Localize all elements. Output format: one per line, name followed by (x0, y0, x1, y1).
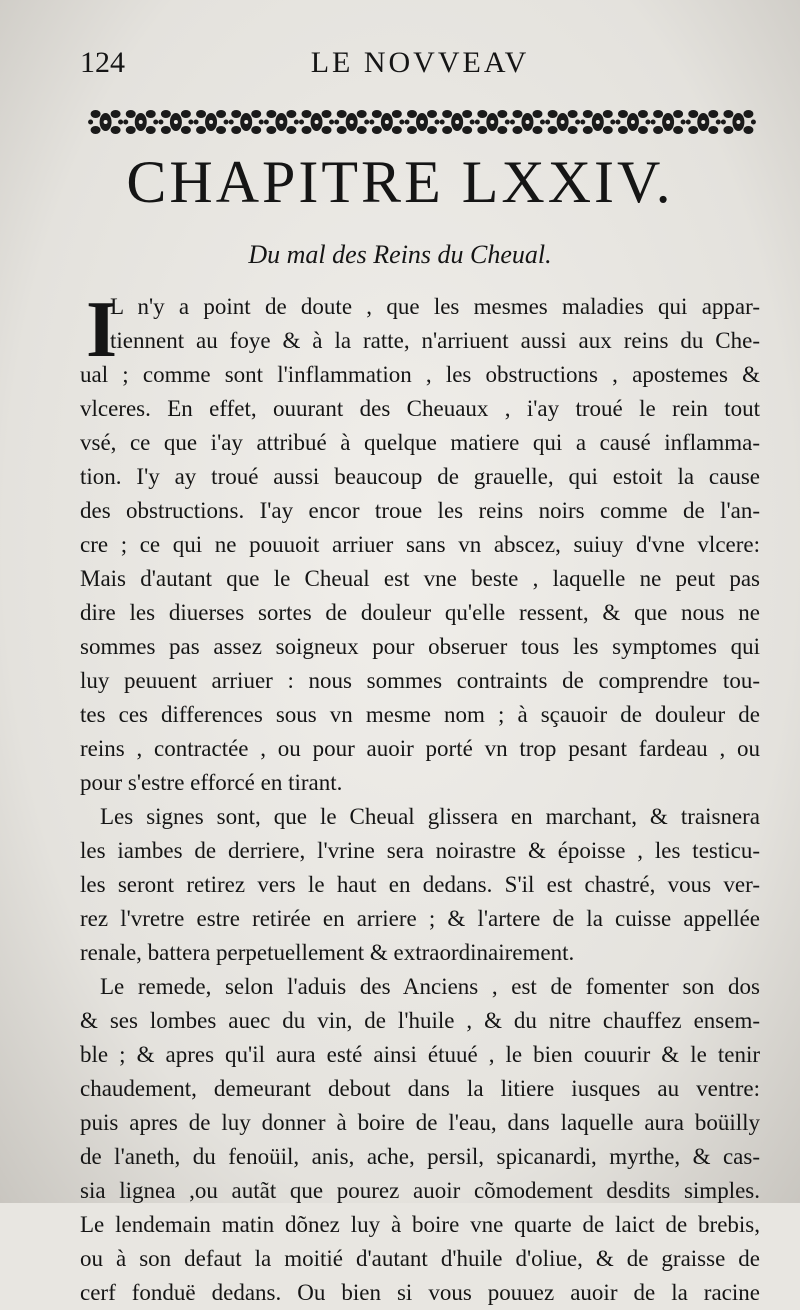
fleuron-motif (721, 110, 756, 134)
text-line: les iambes de derriere, l'vrine sera noirastre & époisse , les testicu- (80, 838, 760, 863)
fleuron-motif (334, 110, 369, 134)
fleuron-motif (158, 110, 193, 134)
fleuron-motif (615, 110, 650, 134)
text-line: renale, battera perpetuellement & extraordinairement. (80, 940, 575, 965)
fleuron-motif (475, 110, 510, 134)
text-line: Mais d'autant que le Cheual est vne beste , laquelle ne peut pas (80, 566, 760, 591)
text-line: Le lendemain matin dõnez luy à boire vne quarte de laict de brebis, (80, 1212, 760, 1237)
text-line: ual ; comme sont l'inflammation , les obstructions , apostemes & (80, 362, 760, 387)
fleuron-motif (405, 110, 440, 134)
fleuron-motif (369, 110, 404, 134)
fleuron-motif (651, 110, 686, 134)
fleuron-motif (229, 110, 264, 134)
fleuron-motif (194, 110, 229, 134)
running-head (80, 44, 760, 84)
fleuron-ornament-band (88, 100, 756, 144)
fleuron-motif (88, 110, 123, 134)
text-line: cre ; ce qui ne pouuoit arriuer sans vn abscez, suiuy d'vne vlcere: (80, 532, 760, 557)
fleuron-motif (510, 110, 545, 134)
text-line: vsé, ce que i'ay attribué à quelque matiere qui a causé inflamma- (80, 430, 760, 455)
text-line: puis apres de luy donner à boire de l'eau, dans laquelle aura boüilly (80, 1110, 760, 1135)
text-line: les seront retirez vers le haut en dedans. S'il est chastré, vous ver- (80, 872, 760, 897)
fleuron-motif (580, 110, 615, 134)
text-line: sommes pas assez soigneux pour obseruer tous les symptomes qui (80, 634, 760, 659)
text-line: chaudement, demeurant debout dans la litiere iusques au ventre: (80, 1076, 760, 1101)
chapter-subtitle: Du mal des Reins du Cheual. (248, 240, 552, 269)
text-line: L n'y a point de doute , que les mesmes maladies qui appar- (110, 294, 760, 319)
text-line: tion. I'y ay troué aussi beaucoup de grauelle, qui estoit la cause (80, 464, 760, 489)
chapter-title: CHAPITRE LXXIV. (126, 149, 674, 215)
text-line: Le remede, selon l'aduis des Anciens , est de fomenter son dos (100, 974, 760, 999)
text-line: reins , contractée , ou pour auoir porté vn trop pesant fardeau , ou (80, 736, 760, 761)
text-line: sia lignea ,ou autãt que pourez auoir cõmodement desdits simples. (80, 1178, 760, 1203)
fleuron-motif (123, 110, 158, 134)
text-line: dire les diuerses sortes de douleur qu'elle ressent, & que nous ne (80, 600, 760, 625)
text-line: tiennent au foye & à la ratte, n'arriuent aussi aux reins du Che- (110, 328, 760, 353)
text-line: ou à son defaut la moitié d'autant d'huile d'oliue, & de graisse de (80, 1246, 760, 1271)
page-number: 124 (80, 46, 125, 79)
text-line: ble ; & apres qu'il aura esté ainsi étuué , le bien couurir & le tenir (80, 1042, 760, 1067)
fleuron-motif (264, 110, 299, 134)
fleuron-motif (686, 110, 721, 134)
text-line: Les signes sont, que le Cheual glissera en marchant, & traisnera (100, 804, 760, 829)
text-line: rez l'vretre estre retirée en arriere ; & l'artere de la cuisse appellée (80, 906, 760, 931)
text-line: luy peuuent arriuer : nous sommes contraints de comprendre tou- (80, 668, 760, 693)
body-text (80, 286, 760, 1310)
text-line: pour s'estre efforcé en tirant. (80, 770, 343, 795)
fleuron-motif (299, 110, 334, 134)
text-line: des obstructions. I'ay encor troue les reins noirs comme de l'an- (80, 498, 760, 523)
text-line: tes ces differences sous vn mesme nom ; à sçauoir de douleur de (80, 702, 760, 727)
text-line: vlceres. En effet, ouurant des Cheuaux , i'ay troué le rein tout (80, 396, 760, 421)
running-title: LE NOVVEAV (310, 46, 530, 79)
fleuron-motif (440, 110, 475, 134)
drop-cap: I (86, 286, 118, 374)
text-line: & ses lombes auec du vin, de l'huile , & du nitre chauffez ensem- (80, 1008, 760, 1033)
text-line: de l'aneth, du fenoüil, anis, ache, persil, spicanardi, myrthe, & cas- (80, 1144, 760, 1169)
text-line: cerf fonduë dedans. Ou bien si vous pouuez auoir de la racine (80, 1280, 760, 1305)
fleuron-motif (545, 110, 580, 134)
